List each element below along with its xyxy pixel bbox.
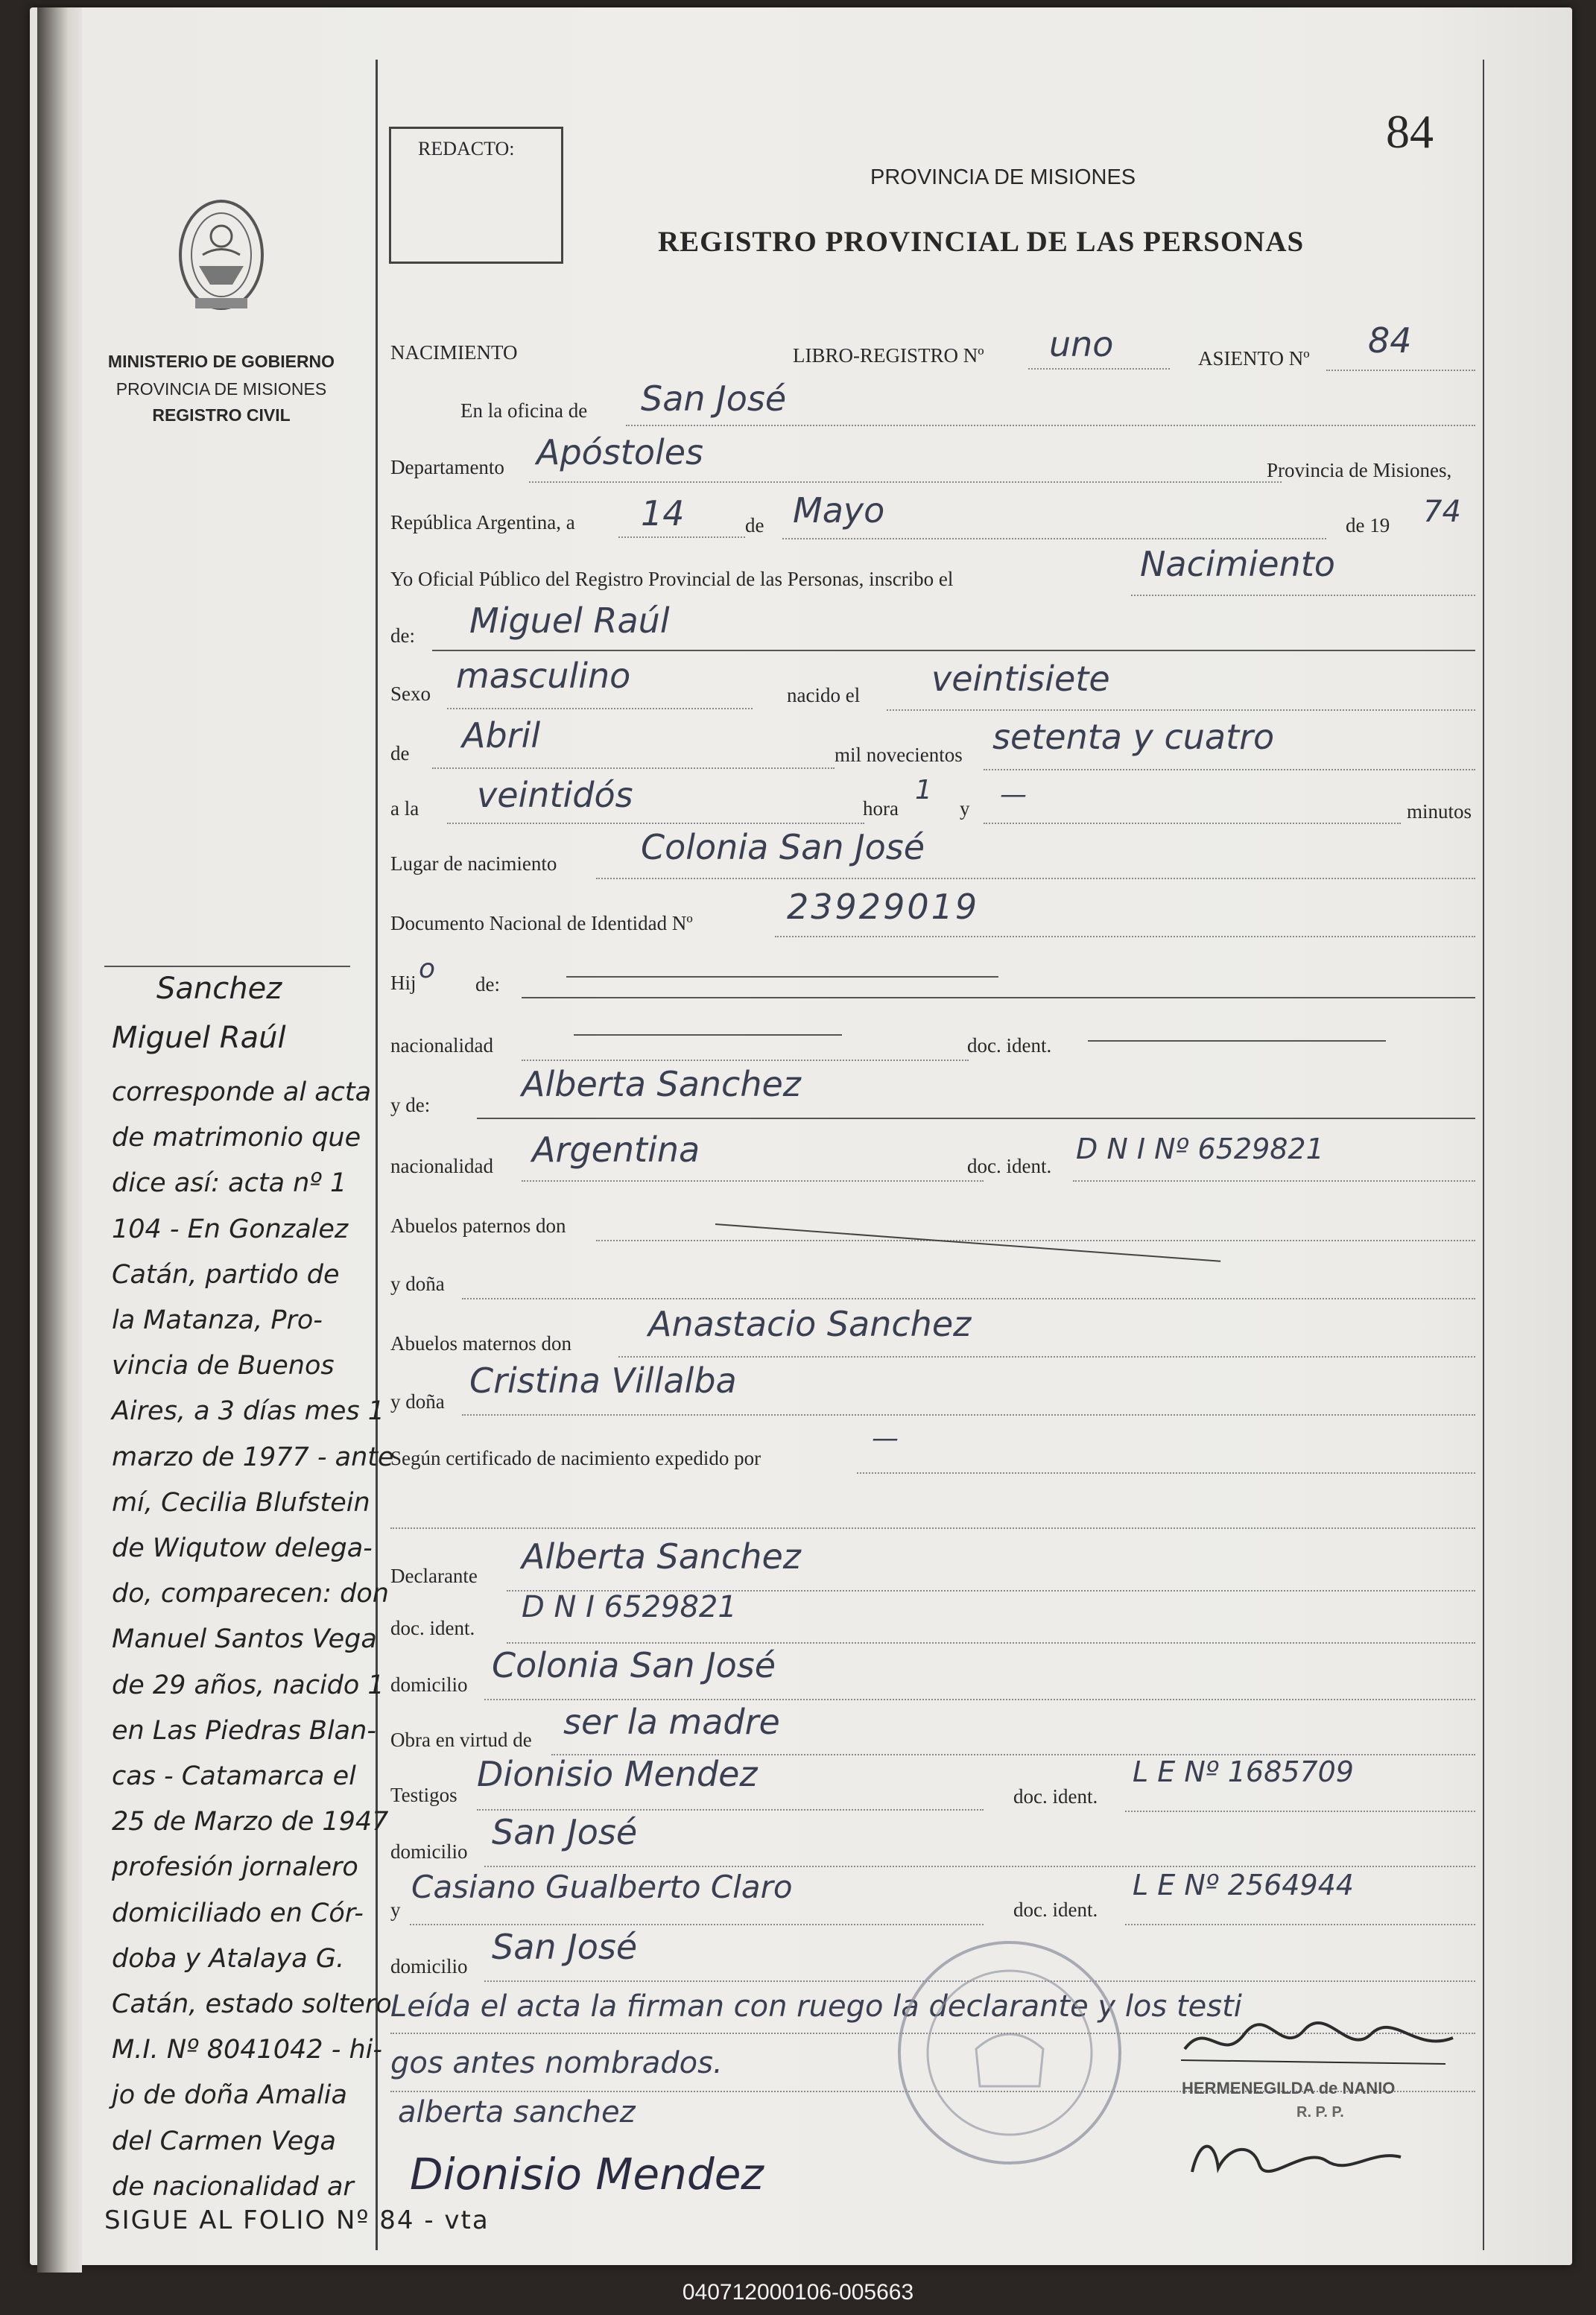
label-minutos: minutos: [1407, 800, 1472, 823]
ministry-block: [98, 352, 344, 425]
margin-note-line: cas - Catamarca el: [112, 1761, 356, 1791]
dotted-line: [522, 1060, 969, 1061]
margin-note-line: 104 - En Gonzalez: [112, 1214, 349, 1244]
value-testigo1-domicilio: San José: [492, 1812, 638, 1852]
dotted-line: [1131, 595, 1475, 596]
label-segun: Según certificado de nacimiento expedido por: [390, 1447, 761, 1469]
value-dni: 23929019: [787, 887, 980, 927]
rule: [566, 976, 998, 978]
stamp-name: HERMENEGILDA de NANIO: [1182, 2079, 1396, 2097]
label-abuelos-maternos: Abuelos maternos don: [390, 1332, 571, 1355]
margin-note-line: Aires, a 3 días mes 1: [112, 1396, 385, 1427]
label-dni: Documento Nacional de Identidad Nº: [390, 912, 693, 934]
value-testigo2-domicilio: San José: [492, 1927, 638, 1967]
value-minutos: —: [1000, 779, 1027, 810]
margin-note-line: domiciliado en Cór-: [112, 1898, 364, 1928]
value-sexo: masculino: [456, 656, 631, 696]
province-seal-icon: [173, 195, 270, 326]
dotted-line: [484, 1866, 1475, 1867]
label-domicilio-testigo1: domicilio: [390, 1840, 468, 1863]
dotted-line: [887, 709, 1475, 711]
value-libro: uno: [1049, 324, 1114, 364]
label-doc-ident-testigo1: doc. ident.: [1013, 1785, 1098, 1808]
label-y-de: y de:: [390, 1094, 431, 1116]
value-inscribo: Nacimiento: [1140, 544, 1335, 584]
margin-note-line: doba y Atalaya G.: [112, 1943, 345, 1974]
label-asiento: ASIENTO Nº: [1198, 347, 1310, 370]
value-hora-texto: veintidós: [477, 775, 633, 815]
header-province: PROVINCIA DE MISIONES: [870, 165, 1136, 189]
value-hijo-suffix: o: [419, 954, 436, 984]
signature-alberta: alberta sanchez: [398, 2095, 636, 2129]
label-y: y: [960, 797, 970, 820]
rule: [477, 1118, 1475, 1119]
label-de-mes-nac: de: [390, 742, 410, 764]
margin-note-line: mí, Cecilia Blufstein: [112, 1487, 370, 1518]
rule: [522, 997, 1475, 998]
dotted-line: [618, 536, 745, 538]
margin-note-line: corresponde al acta: [112, 1077, 372, 1107]
margin-note-line: la Matanza, Pro-: [112, 1305, 323, 1335]
ministry-line1: MINISTERIO DE GOBIERNO: [107, 352, 335, 371]
value-abuela-materna: Cristina Villalba: [469, 1361, 737, 1401]
label-sexo: Sexo: [390, 683, 431, 705]
official-signature-icon: [1177, 2012, 1460, 2075]
dotted-line: [984, 769, 1475, 770]
label-provincia: Provincia de Misiones,: [1267, 459, 1452, 481]
value-declarante: Alberta Sanchez: [522, 1536, 801, 1577]
value-madre-nacionalidad: Argentina: [532, 1130, 700, 1170]
redacto-box: [389, 127, 563, 264]
value-mes-nac: Abril: [462, 715, 541, 756]
value-obra: ser la madre: [563, 1702, 780, 1742]
dotted-line: [1125, 1811, 1475, 1812]
dotted-line: [626, 425, 1475, 426]
barcode-id: 040712000106-005663: [682, 2280, 914, 2305]
value-testigo2-doc: L E Nº 2564944: [1133, 1869, 1354, 1901]
label-nacimiento: NACIMIENTO: [390, 341, 518, 364]
stamp-title: R. P. P.: [1296, 2104, 1344, 2121]
value-testigo1: Dionisio Mendez: [477, 1754, 758, 1794]
dotted-line: [529, 481, 1282, 483]
left-margin-rule: [376, 60, 378, 2250]
margin-note-line: jo de doña Amalia: [112, 2080, 347, 2111]
label-republica: República Argentina, a: [390, 511, 575, 533]
margin-note-line: M.I. Nº 8041042 - hi-: [112, 2035, 382, 2065]
value-testigo1-doc: L E Nº 1685709: [1133, 1755, 1354, 1788]
value-departamento: Apóstoles: [536, 432, 704, 472]
rule: [432, 650, 1475, 651]
value-oficina: San José: [641, 379, 787, 419]
dotted-line: [596, 878, 1475, 879]
value-declarante-domicilio: Colonia San José: [492, 1645, 776, 1685]
label-de-nombre: de:: [390, 624, 415, 647]
label-hora: hora: [863, 797, 899, 820]
dotted-line: [618, 1356, 1475, 1358]
dotted-line: [522, 1180, 984, 1182]
margin-note-footer: SIGUE AL FOLIO Nº 84 - vta: [104, 2205, 490, 2235]
label-obra: Obra en virtud de: [390, 1729, 532, 1751]
dotted-line: [447, 708, 753, 709]
margin-note-line: 25 de Marzo de 1947: [112, 1807, 389, 1837]
dotted-line: [1125, 1924, 1475, 1925]
label-de-year: de 19: [1346, 514, 1390, 536]
dotted-line: [462, 1414, 1475, 1416]
rule: [1088, 1040, 1386, 1042]
dotted-line: [507, 1642, 1475, 1644]
label-hijo-de: de:: [475, 973, 500, 995]
closing-line-1: Leída el acta la firman con ruego la declarante y los testi: [390, 1989, 1242, 2024]
dotted-line: [462, 1298, 1475, 1299]
label-doc-ident-testigo2: doc. ident.: [1013, 1898, 1098, 1921]
dotted-line: [1073, 1180, 1475, 1182]
margin-note-line: en Las Piedras Blan-: [112, 1715, 376, 1746]
signature-dionisio: Dionisio Mendez: [410, 2149, 764, 2200]
dotted-line: [596, 1240, 1475, 1241]
margin-note-line: de 29 años, nacido 1: [112, 1670, 384, 1700]
value-asiento: 84: [1368, 320, 1412, 361]
label-y-dona-paterna: y doña: [390, 1273, 445, 1295]
label-nacionalidad-madre: nacionalidad: [390, 1155, 493, 1177]
label-doc-ident-madre: doc. ident.: [967, 1155, 1052, 1177]
value-abuelo-materno: Anastacio Sanchez: [648, 1304, 972, 1344]
margin-note-line: dice así: acta nº 1: [112, 1168, 347, 1199]
margin-note-line: marzo de 1977 - ante: [112, 1442, 394, 1472]
right-margin-rule: [1483, 60, 1484, 2250]
value-nacido: veintisiete: [931, 659, 1110, 699]
dotted-line: [410, 1924, 984, 1925]
margin-note-line: do, comparecen: don: [112, 1579, 389, 1609]
value-segun: —: [872, 1423, 899, 1454]
closing-line-2: gos antes nombrados.: [390, 2046, 723, 2080]
margin-note-line: del Carmen Vega: [112, 2126, 336, 2156]
margin-note-line: Manuel Santos Vega: [112, 1624, 377, 1655]
rule: [574, 1034, 842, 1036]
value-madre: Alberta Sanchez: [522, 1064, 801, 1104]
book-binding: [37, 7, 82, 2273]
margin-note-line: de Wiqutow delega-: [112, 1533, 373, 1563]
label-domicilio-testigo2: domicilio: [390, 1955, 468, 1977]
margin-note-line: de matrimonio que: [112, 1123, 361, 1153]
dotted-line: [477, 1809, 984, 1811]
dotted-line: [775, 936, 1475, 937]
registry-stamp-icon: [894, 1937, 1125, 2172]
label-domicilio-declarante: domicilio: [390, 1673, 468, 1696]
margin-note-surname: Sanchez: [156, 972, 282, 1006]
value-nombre: Miguel Raúl: [469, 601, 670, 641]
margin-note-line: vincia de Buenos: [112, 1351, 335, 1381]
dotted-line: [1326, 370, 1475, 371]
margin-note-line: Catán, partido de: [112, 1259, 340, 1290]
label-testigos: Testigos: [390, 1784, 457, 1806]
value-dia: 14: [641, 493, 685, 533]
label-departamento: Departamento: [390, 456, 504, 478]
label-abuelos-paternos: Abuelos paternos don: [390, 1214, 566, 1237]
document-page: [30, 7, 1572, 2265]
value-madre-doc: D N I Nº 6529821: [1076, 1133, 1324, 1165]
value-lugar: Colonia San José: [641, 827, 925, 867]
label-nacionalidad-padre: nacionalidad: [390, 1034, 493, 1057]
margin-note-line: profesión jornalero: [112, 1852, 358, 1883]
label-mil: mil novecientos: [835, 744, 963, 766]
dotted-line: [1028, 368, 1170, 370]
label-y-dona-materna: y doña: [390, 1390, 445, 1413]
dotted-line: [984, 823, 1401, 824]
label-de-mes: de: [745, 514, 764, 536]
dotted-line: [390, 1527, 1475, 1529]
margin-note-line: Catán, estado soltero: [112, 1989, 392, 2019]
value-declarante-doc: D N I 6529821: [522, 1590, 737, 1624]
official-signature-2-icon: [1185, 2131, 1408, 2187]
label-y-testigo2: y: [390, 1898, 401, 1921]
value-testigo2: Casiano Gualberto Claro: [411, 1869, 793, 1905]
header-registry: REGISTRO PROVINCIAL DE LAS PERSONAS: [658, 226, 1305, 258]
label-lugar: Lugar de nacimiento: [390, 852, 557, 875]
dotted-line: [432, 767, 835, 769]
margin-note-rule: [104, 966, 350, 967]
value-hora-num: 1: [915, 775, 932, 805]
label-doc-ident-declarante: doc. ident.: [390, 1617, 475, 1639]
redacto-label: REDACTO:: [418, 138, 515, 159]
margin-note-name: Miguel Raúl: [112, 1021, 286, 1055]
label-doc-ident-padre: doc. ident.: [967, 1034, 1052, 1057]
strike-line: [715, 1223, 1220, 1262]
dotted-line: [782, 538, 1326, 539]
label-yo-oficial: Yo Oficial Público del Registro Provincial de las Personas, inscribo el: [390, 568, 954, 590]
label-libro: LIBRO-REGISTRO Nº: [793, 344, 984, 367]
page-number: 84: [1386, 105, 1434, 158]
ministry-line3: REGISTRO CIVIL: [152, 405, 291, 425]
dotted-line: [857, 1472, 1475, 1474]
value-mes: Mayo: [793, 490, 885, 531]
label-a-la: a la: [390, 797, 419, 820]
label-hijo: Hij: [390, 972, 417, 994]
value-year-suffix: 74: [1423, 495, 1461, 529]
label-oficina: En la oficina de: [460, 399, 588, 422]
value-anio-nac: setenta y cuatro: [992, 717, 1275, 757]
dotted-line: [484, 1699, 1475, 1700]
label-nacido: nacido el: [787, 684, 861, 706]
dotted-line: [447, 823, 864, 824]
ministry-line2: PROVINCIA DE MISIONES: [115, 379, 327, 399]
margin-note-line: de nacionalidad ar: [112, 2171, 354, 2202]
label-declarante: Declarante: [390, 1565, 478, 1587]
